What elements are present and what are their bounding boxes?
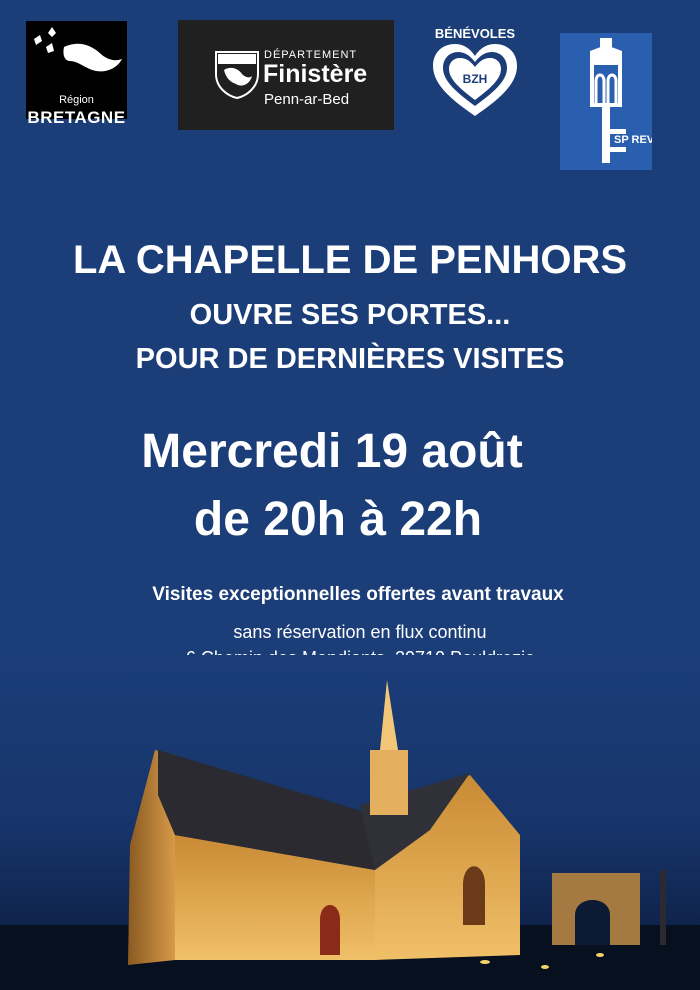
- reservation-info: sans réservation en flux continu: [233, 622, 487, 642]
- poster-headline: LA CHAPELLE DE PENHORS: [72, 238, 628, 282]
- logo-benevoles-title: BÉNÉVOLES: [434, 26, 516, 41]
- logo-benevoles-inner: BZH: [462, 72, 488, 86]
- logo-region-sub: Région: [59, 94, 94, 106]
- logo-dept-line1: DÉPARTEMENT: [264, 49, 358, 61]
- logo-dept-line2: Finistère: [263, 60, 368, 88]
- event-time: de 20h à 22h: [193, 493, 483, 546]
- chapel-key-icon: [560, 33, 652, 170]
- sprev-logo: [560, 33, 652, 170]
- departement-finistere-logo: [178, 20, 394, 130]
- logo-region-main: BRETAGNE: [27, 108, 126, 127]
- logo-dept-line3: Penn-ar-Bed: [264, 91, 350, 108]
- event-date: Mercredi 19 août: [141, 425, 523, 478]
- coat-of-arms-icon: [212, 48, 262, 100]
- sprev-text: SP REV: [614, 134, 652, 146]
- benevoles-bzh-logo: [425, 22, 525, 122]
- region-bretagne-logo: [26, 21, 127, 127]
- ermine-bird-icon: [26, 21, 127, 93]
- visits-note: Visites exceptionnelles offertes avant travaux: [152, 584, 564, 605]
- poster-subtitle-2: POUR DE DERNIÈRES VISITES: [135, 343, 565, 375]
- chapel-night-photo: [0, 655, 700, 990]
- poster-subtitle-1: OUVRE SES PORTES...: [189, 299, 511, 331]
